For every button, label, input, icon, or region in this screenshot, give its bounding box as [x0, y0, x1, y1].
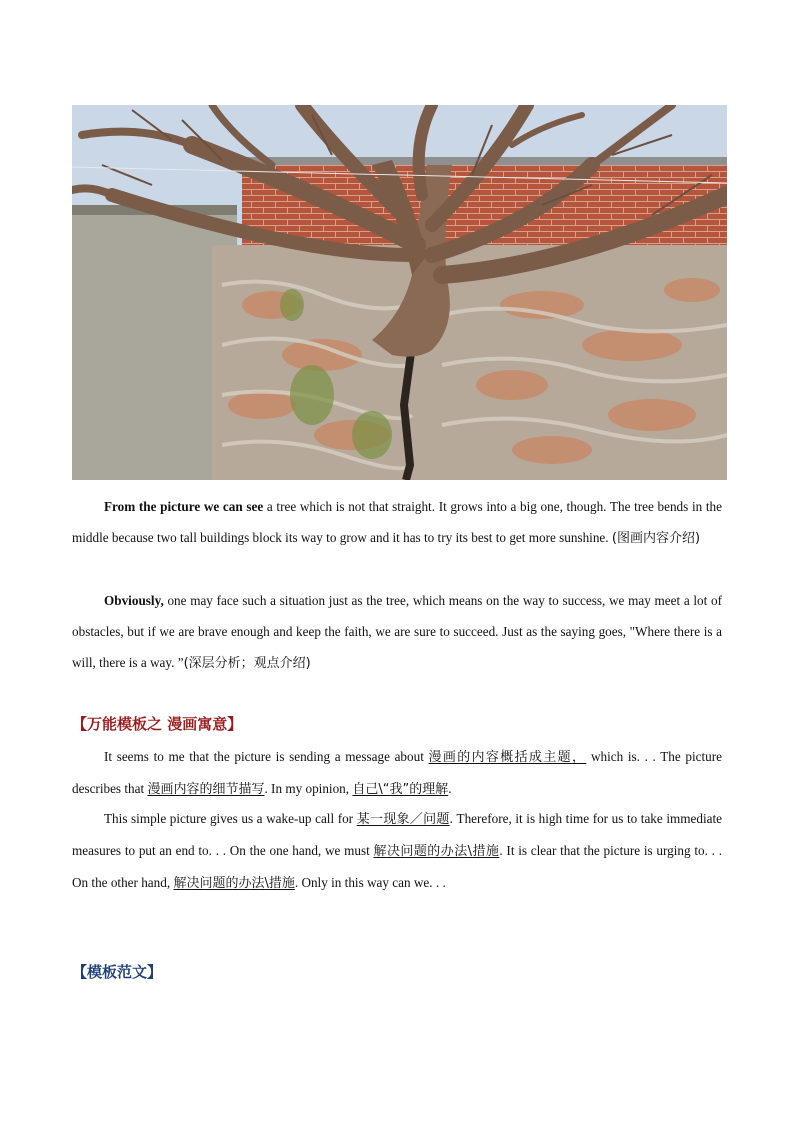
- para1-text: a tree which is not that straight. It grows into a big one, though. The tree bends in the middle because two tall buildings block its way to grow and it has to try its best to get more sunshine.: [72, 499, 722, 545]
- para4-placeholder-phenomenon: 某一现象／问题: [356, 812, 450, 827]
- para4-t1: This simple picture gives us a wake-up call for: [104, 811, 357, 826]
- para2-note: (深层分析；观点介绍): [183, 656, 311, 671]
- section-heading-sample-essay: 【模板范文】: [72, 963, 163, 981]
- para3-t2: which is. . . The picture describes that: [72, 749, 722, 796]
- para4-placeholder-solution-2: 解决问题的办法\措施: [173, 876, 295, 891]
- paragraph-picture-description: [72, 491, 722, 554]
- section-heading-template-meaning: 【万能模板之 漫画寓意】: [72, 715, 243, 733]
- para3-placeholder-opinion: 自己\“我”的理解: [352, 782, 449, 797]
- para3-placeholder-detail: 漫画内容的细节描写: [147, 782, 265, 797]
- paragraph-analysis: [72, 585, 722, 679]
- tree-wall-photo: [72, 105, 727, 480]
- paragraph-template-2: [72, 803, 722, 899]
- para1-lead: From the picture we can see: [104, 499, 264, 514]
- para4-t2: . Therefore, it is high time for us to take immediate measures to put an end to. . . On the one hand, we must: [72, 811, 722, 858]
- para3-t3: . In my opinion,: [264, 781, 353, 796]
- para3-t4: .: [448, 781, 452, 796]
- para2-text: one may face such a situation just as the tree, which means on the way to success, we may meet a lot of obstacles, but if we are brave enough and keep the faith, we are sure to succeed. Just as the saying goes, "Where there is a will, there is a way. ”: [72, 593, 722, 670]
- paragraph-template-1: [72, 741, 722, 805]
- tree-wall-illustration: [72, 105, 727, 480]
- para4-t3: . It is clear that the picture is urging to. . . On the other hand,: [72, 843, 723, 890]
- para1-note: (图画内容介绍): [611, 531, 701, 546]
- para4-t4: . Only in this way can we. . .: [294, 875, 446, 890]
- para4-placeholder-solution-1: 解决问题的办法\措施: [373, 844, 500, 859]
- para2-lead: Obviously,: [104, 593, 164, 608]
- para3-placeholder-theme: 漫画的内容概括成主题，: [428, 750, 587, 765]
- para3-t1: It seems to me that the picture is sending a message about: [104, 749, 429, 764]
